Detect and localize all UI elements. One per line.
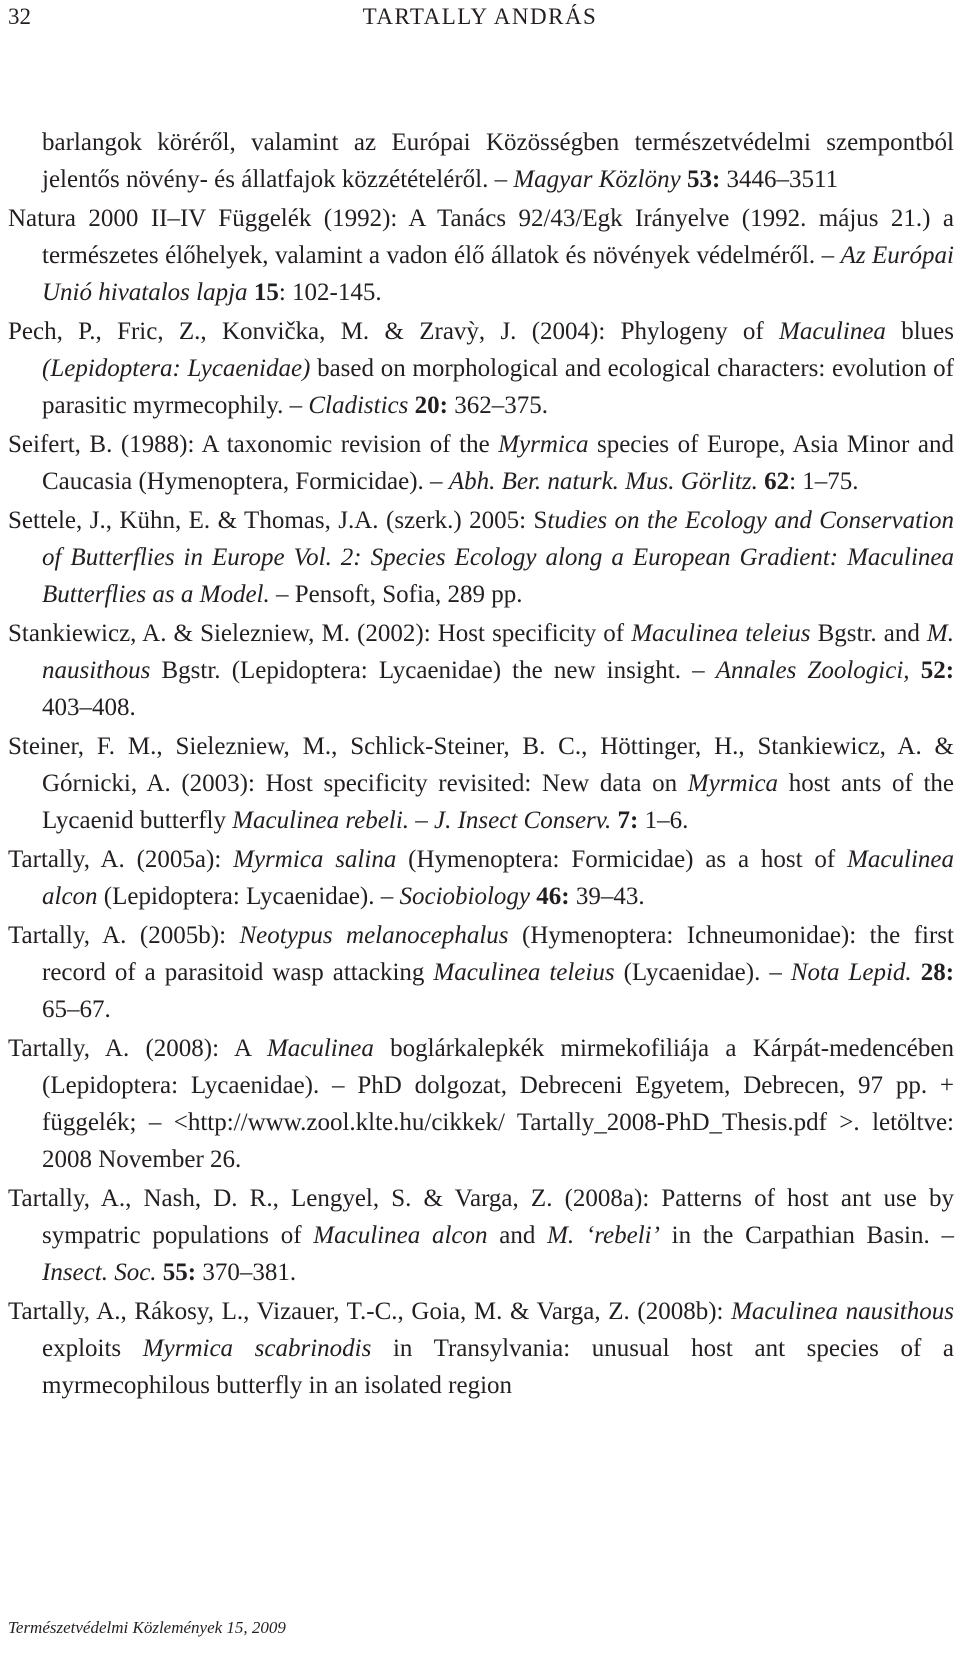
italic-text: Maculinea teleius <box>433 959 615 986</box>
italic-text: M. nausithous <box>42 620 954 684</box>
reference-text: Settele, J., Kühn, E. & Thomas, J.A. (szerk.) 2005: S <box>8 507 548 534</box>
reference-text: Tartally, A. (2005a): <box>8 846 234 873</box>
reference-text <box>910 657 921 684</box>
bold-text: 20: <box>414 392 448 419</box>
reference-entry <box>8 200 954 311</box>
page-number: 32 <box>8 4 31 29</box>
reference-text: (Lepidoptera: Lycaenidae). – <box>97 883 400 910</box>
reference-text: : 102-145. <box>278 279 382 306</box>
italic-text: Myrmica <box>687 770 779 797</box>
bold-text: 52: <box>920 657 955 684</box>
bold-text: 7: <box>617 807 639 834</box>
reference-text: in the Carpathian Basin. – <box>659 1222 954 1249</box>
reference-text: Steiner, F. M., Sielezniew, M., Schlick-Steiner, B. C., Höttinger, H., Stankiewicz, A. & Górnicki, A. (2003): Host specificity revisited: New data on <box>8 733 954 797</box>
italic-text: Maculinea <box>266 1035 374 1062</box>
reference-text: and <box>487 1222 548 1249</box>
italic-text: Neotypus melanocephalus <box>239 922 509 949</box>
reference-text: Tartally, A., Nash, D. R., Lengyel, S. & Varga, Z. (2008a): Patterns of host ant use by sympatric populations of <box>8 1185 954 1249</box>
reference-text: Seifert, B. (1988): A taxonomic revision of the <box>8 431 499 458</box>
italic-text: M. ‘rebeli’ <box>547 1222 660 1249</box>
reference-text: boglárkalepkék mirmekofiliája a Kárpát-medencében (Lepidoptera: Lycaenidae). – PhD dolgozat, Debreceni Egyetem, Debrecen, 97 pp. + függelék; – <http://www.zool.klte.hu/cikkek/ Tartally_2008-PhD_Thesis.pdf >. letöltve: 2008 November 26. <box>42 1035 954 1173</box>
reference-entry <box>8 502 954 613</box>
reference-text: Bgstr. (Lepidoptera: Lycaenidae) the new insight. – <box>150 657 716 684</box>
reference-text: (Lycaenidae). – <box>614 959 791 986</box>
page-header <box>0 0 960 50</box>
italic-text: Annales Zoologici, <box>715 657 910 684</box>
journal-footer: Természetvédelmi Közlemények 15, 2009 <box>8 1618 286 1637</box>
reference-text: : 1–75. <box>789 468 859 495</box>
reference-text: Stankiewicz, A. & Sielezniew, M. (2002): Host specificity of <box>8 620 632 647</box>
reference-text: 1–6. <box>638 807 689 834</box>
reference-entry <box>8 1180 954 1291</box>
reference-entry <box>8 917 954 1028</box>
reference-entry <box>8 1293 954 1404</box>
italic-text: Myrmica <box>498 431 589 458</box>
reference-text: Bgstr. and <box>810 620 927 647</box>
reference-text: 370–381. <box>196 1259 297 1286</box>
reference-text: (Hymenoptera: Ichneumonidae): the first record of a parasitoid wasp attacking <box>42 922 954 986</box>
reference-text: 3446–3511 <box>720 166 839 193</box>
reference-text: Tartally, A. (2005b): <box>8 922 240 949</box>
italic-text: Maculinea rebeli. – J. Insect Conserv. <box>232 807 612 834</box>
reference-entry <box>8 313 954 424</box>
reference-entry <box>8 728 954 839</box>
italic-text: Myrmica salina <box>233 846 397 873</box>
reference-text: Tartally, A., Rákosy, L., Vizauer, T.-C., Goia, M. & Varga, Z. (2008b): <box>8 1298 732 1325</box>
reference-text: barlangok köréről, valamint az Európai Közösségben természetvédelmi szempontból jelentős növény- és állatfajok közzétételéről. – <box>42 129 954 193</box>
italic-text: Maculinea teleius <box>631 620 811 647</box>
italic-text: Sociobiology <box>399 883 531 910</box>
reference-text: blues <box>885 318 954 345</box>
reference-entry <box>8 841 954 915</box>
reference-entry <box>8 426 954 500</box>
reference-text: based on morphological and ecological characters: evolution of parasitic myrmecophily. – <box>42 355 954 419</box>
reference-text: 362–375. <box>447 392 548 419</box>
reference-text: species of Europe, Asia Minor and Caucasia (Hymenoptera, Formicidae). – <box>42 431 954 495</box>
italic-text: Magyar Közlöny <box>513 166 681 193</box>
italic-text: Cladistics <box>308 392 409 419</box>
reference-text: (Hymenoptera: Formicidae) as a host of <box>396 846 848 873</box>
bold-text: 46: <box>536 883 570 910</box>
reference-text <box>912 959 921 986</box>
bold-text: 55: <box>162 1259 197 1286</box>
italic-text: (Lepidoptera: Lycaenidae) <box>42 355 311 382</box>
reference-text: 403–408. <box>42 694 136 721</box>
italic-text: Insect. Soc. <box>42 1259 157 1286</box>
italic-text: Az Európai Unió hivatalos lapja <box>42 242 954 306</box>
reference-text: in Transylvania: unusual host ant species of a myrmecophilous butterfly in an isolated region <box>42 1335 954 1399</box>
italic-text: tudies on the Ecology and Conservation of Butterflies in Europe Vol. 2: Species Ecology along a European Gradient: Maculinea Butterflies as a Model. <box>42 507 954 608</box>
reference-text: 39–43. <box>569 883 645 910</box>
reference-text: exploits <box>42 1335 143 1362</box>
italic-text: Abh. Ber. naturk. Mus. Görlitz. <box>448 468 758 495</box>
italic-text: Nota Lepid. <box>790 959 912 986</box>
bold-text: 53: <box>686 166 721 193</box>
reference-text: host ants of the Lycaenid butterfly <box>42 770 954 834</box>
reference-text: Tartally, A. (2008): A <box>8 1035 267 1062</box>
bold-text: 28: <box>920 959 955 986</box>
bold-text: 62 <box>764 468 790 495</box>
italic-text: Myrmica scabrinodis <box>142 1335 372 1362</box>
reference-text: – Pensoft, Sofia, 289 pp. <box>269 581 523 608</box>
reference-text: Pech, P., Fric, Z., Konvička, M. & Zravỳ, J. (2004): Phylogeny of <box>8 318 779 345</box>
italic-text: Maculinea <box>779 318 886 345</box>
reference-entry <box>8 615 954 726</box>
reference-text: Natura 2000 II–IV Függelék (1992): A Tanács 92/43/Egk Irányelve (1992. május 21.) a természetes élőhelyek, valamint a vadon élő állatok és növények védelméről. – <box>8 205 954 269</box>
reference-entry <box>8 1030 954 1178</box>
italic-text: Maculinea nausithous <box>731 1298 954 1325</box>
bold-text: 15 <box>253 279 279 306</box>
reference-entry <box>8 124 954 198</box>
italic-text: Maculinea alcon <box>313 1222 488 1249</box>
reference-list <box>8 124 954 1406</box>
running-title: TARTALLY ANDRÁS <box>362 4 598 29</box>
reference-text: 65–67. <box>42 996 111 1023</box>
italic-text: Maculinea alcon <box>42 846 954 910</box>
